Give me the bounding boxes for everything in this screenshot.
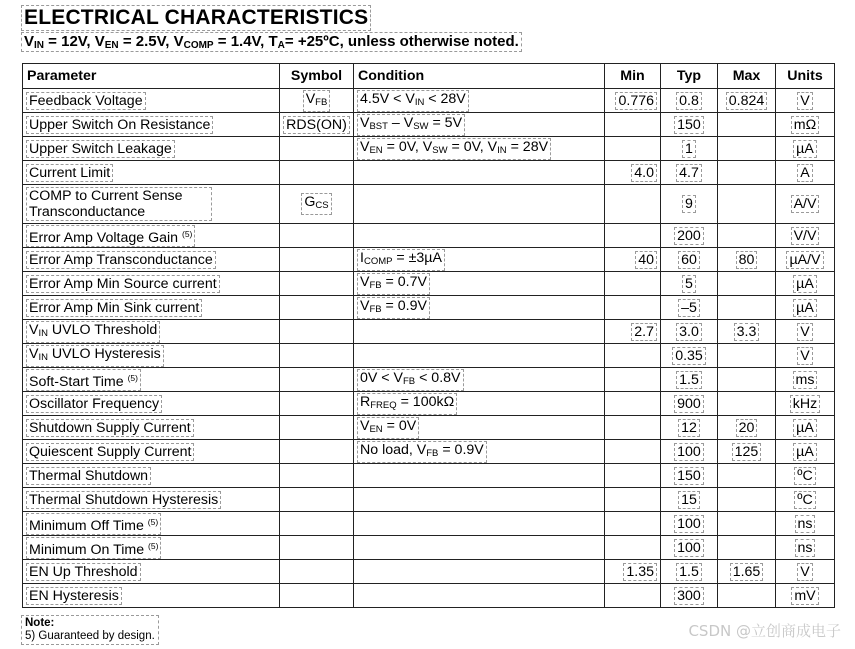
min-text: 0.776	[618, 92, 654, 109]
cell-condition	[354, 488, 605, 512]
cell-units	[776, 272, 835, 296]
cell-condition	[354, 440, 605, 464]
cell-symbol	[280, 392, 354, 416]
cell-min	[605, 392, 661, 416]
cell-condition	[354, 368, 605, 392]
cell-parameter	[23, 488, 280, 512]
cell-units	[776, 392, 835, 416]
header-max: Max	[718, 64, 776, 89]
units-text: ºC	[797, 491, 813, 508]
cell-units	[776, 560, 835, 584]
typ-text: 1.5	[679, 371, 699, 388]
cell-symbol	[280, 368, 354, 392]
cell-max	[718, 536, 776, 560]
cell-units	[776, 344, 835, 368]
parameter-text: $V_{IN}$ UVLO Threshold	[27, 322, 159, 342]
cell-condition	[354, 161, 605, 185]
condition-text: $V_{BST} - V_{SW} = 5V$	[358, 115, 464, 135]
header-parameter: Parameter	[23, 64, 280, 89]
cell-units	[776, 296, 835, 320]
units-text: µA	[796, 140, 814, 157]
typ-text: 12	[681, 419, 697, 436]
cell-condition	[354, 248, 605, 272]
cell-typ	[661, 392, 718, 416]
footnote-text: 5) Guaranteed by design.	[25, 630, 155, 642]
table-body	[23, 89, 835, 608]
parameter-text: Error Amp Min Sink current	[29, 299, 200, 316]
cell-parameter	[23, 161, 280, 185]
cell-symbol	[280, 89, 354, 113]
table-row	[23, 560, 835, 584]
typ-text: 0.8	[679, 92, 699, 109]
table-row	[23, 416, 835, 440]
parameter-text: Soft-Start Time $^{(5)}$	[27, 370, 140, 390]
cell-units	[776, 137, 835, 161]
parameter-text: Error Amp Transconductance	[29, 251, 213, 268]
units-text: mV	[794, 587, 816, 604]
typ-text: 100	[677, 539, 701, 556]
table-row	[23, 488, 835, 512]
condition-text: $V_{FB} = 0.7V$	[358, 274, 429, 294]
table-row	[23, 536, 835, 560]
cell-max	[718, 320, 776, 344]
max-text: 125	[734, 443, 759, 460]
cell-typ	[661, 536, 718, 560]
parameter-text: Thermal Shutdown	[29, 467, 149, 484]
cell-min	[605, 368, 661, 392]
cell-units	[776, 464, 835, 488]
cell-min	[605, 560, 661, 584]
cell-condition	[354, 137, 605, 161]
table-row	[23, 185, 835, 224]
table-row	[23, 368, 835, 392]
conditions-subtitle: $V_{IN} = 12V$, $V_{EN} = 2.5V$, $V_{COMP} = 1.4V$, $T_A=$ +25ºC, unless otherwise noted.	[24, 33, 519, 51]
condition-text: $V_{EN} = 0V$, $V_{SW} = 0V$, $V_{IN} = 28V$	[358, 139, 550, 159]
condition-text: $4.5V < V_{IN} < 28V$	[358, 91, 468, 111]
cell-typ	[661, 113, 718, 137]
parameter-text: Shutdown Supply Current	[29, 419, 191, 436]
parameter-text: Minimum Off Time $^{(5)}$	[27, 514, 160, 534]
cell-units	[776, 536, 835, 560]
cell-max	[718, 137, 776, 161]
units-text: V	[800, 323, 810, 340]
header-symbol: Symbol	[280, 64, 354, 89]
max-text: 20	[738, 419, 755, 436]
parameter-text: Upper Switch Leakage	[29, 140, 172, 157]
cell-units	[776, 89, 835, 113]
cell-min	[605, 137, 661, 161]
cell-units	[776, 584, 835, 608]
table-row	[23, 272, 835, 296]
cell-symbol	[280, 560, 354, 584]
symbol-text: RDS(ON)	[286, 116, 347, 133]
cell-max	[718, 464, 776, 488]
cell-min	[605, 272, 661, 296]
cell-min	[605, 320, 661, 344]
parameter-text: Error Amp Voltage Gain $^{(5)}$	[27, 226, 194, 246]
cell-typ	[661, 272, 718, 296]
cell-symbol	[280, 440, 354, 464]
parameter-text: Error Amp Min Source current	[29, 275, 217, 292]
condition-text: $0V < V_{FB} < 0.8V$	[358, 370, 463, 390]
parameter-text: EN Hysteresis	[29, 587, 119, 604]
cell-min	[605, 584, 661, 608]
units-text: ns	[797, 515, 813, 532]
cell-min	[605, 296, 661, 320]
cell-symbol	[280, 161, 354, 185]
cell-symbol	[280, 536, 354, 560]
cell-symbol	[280, 464, 354, 488]
parameter-text: Current Limit	[29, 164, 111, 181]
cell-parameter	[23, 344, 280, 368]
cell-typ	[661, 320, 718, 344]
cell-min	[605, 536, 661, 560]
min-text: 2.7	[634, 323, 654, 340]
cell-symbol	[280, 584, 354, 608]
min-text: 40	[638, 251, 654, 268]
cell-max	[718, 560, 776, 584]
units-text: A/V	[793, 196, 817, 212]
cell-parameter	[23, 584, 280, 608]
parameter-text: EN Up Threshold	[29, 563, 138, 580]
cell-typ	[661, 248, 718, 272]
cell-units	[776, 368, 835, 392]
cell-max	[718, 224, 776, 248]
typ-text: 9	[685, 196, 693, 212]
table-row	[23, 344, 835, 368]
cell-parameter	[23, 416, 280, 440]
typ-text: 0.35	[675, 347, 703, 364]
table-row	[23, 89, 835, 113]
cell-units	[776, 161, 835, 185]
cell-min	[605, 344, 661, 368]
cell-typ	[661, 161, 718, 185]
units-text: ºC	[797, 467, 813, 484]
units-text: A	[800, 164, 810, 181]
parameter-text: COMP to Current Sense Transconductance	[27, 188, 211, 220]
header-units: Units	[776, 64, 835, 89]
watermark: CSDN @立创商成电子	[688, 622, 841, 640]
typ-text: 3.0	[679, 323, 699, 340]
table-row	[23, 161, 835, 185]
cell-symbol	[280, 488, 354, 512]
cell-typ	[661, 89, 718, 113]
cell-condition	[354, 320, 605, 344]
cell-symbol	[280, 296, 354, 320]
cell-parameter	[23, 440, 280, 464]
cell-condition	[354, 464, 605, 488]
cell-symbol	[280, 248, 354, 272]
condition-text: $V_{EN} = 0V$	[358, 418, 418, 438]
cell-typ	[661, 512, 718, 536]
cell-parameter	[23, 185, 280, 224]
cell-min	[605, 416, 661, 440]
cell-parameter	[23, 464, 280, 488]
cell-symbol	[280, 113, 354, 137]
min-text: 1.35	[626, 563, 654, 580]
cell-max	[718, 368, 776, 392]
condition-text: $R_{FREQ} = 100k\Omega$	[358, 394, 456, 414]
typ-text: 5	[685, 275, 693, 292]
cell-min	[605, 89, 661, 113]
cell-typ	[661, 464, 718, 488]
symbol-text: $V_{FB}$	[304, 91, 330, 111]
typ-text: 100	[677, 443, 701, 460]
units-text: V	[800, 92, 810, 109]
units-text: kHz	[792, 395, 818, 412]
cell-units	[776, 440, 835, 464]
cell-condition	[354, 512, 605, 536]
cell-condition	[354, 416, 605, 440]
typ-text: 60	[681, 251, 697, 268]
cell-parameter	[23, 536, 280, 560]
cell-condition	[354, 113, 605, 137]
parameter-text: Feedback Voltage	[29, 92, 143, 109]
parameter-text: Oscillator Frequency	[29, 395, 160, 412]
cell-max	[718, 488, 776, 512]
max-text: 80	[738, 251, 755, 268]
cell-condition	[354, 89, 605, 113]
header-condition: Condition	[354, 64, 605, 89]
cell-condition	[354, 272, 605, 296]
cell-typ	[661, 224, 718, 248]
cell-condition	[354, 296, 605, 320]
typ-text: 150	[677, 116, 701, 133]
cell-min	[605, 161, 661, 185]
cell-symbol	[280, 416, 354, 440]
cell-units	[776, 113, 835, 137]
cell-min	[605, 248, 661, 272]
table-row	[23, 296, 835, 320]
condition-text: $V_{FB} = 0.9V$	[358, 298, 429, 318]
cell-parameter	[23, 512, 280, 536]
cell-symbol	[280, 137, 354, 161]
cell-max	[718, 161, 776, 185]
units-text: mΩ	[793, 116, 817, 133]
units-text: µA	[796, 299, 814, 316]
units-text: ms	[795, 371, 815, 388]
table-row	[23, 512, 835, 536]
table-row	[23, 113, 835, 137]
cell-units	[776, 416, 835, 440]
cell-condition	[354, 185, 605, 224]
cell-units	[776, 320, 835, 344]
cell-min	[605, 512, 661, 536]
units-text: V/V	[793, 227, 817, 244]
cell-max	[718, 440, 776, 464]
table-row	[23, 440, 835, 464]
table-row	[23, 137, 835, 161]
cell-parameter	[23, 248, 280, 272]
units-text: ns	[797, 539, 813, 556]
typ-text: 15	[681, 491, 697, 508]
cell-min	[605, 224, 661, 248]
cell-max	[718, 392, 776, 416]
cell-symbol	[280, 272, 354, 296]
cell-symbol	[280, 224, 354, 248]
cell-max	[718, 584, 776, 608]
parameter-text: $V_{IN}$ UVLO Hysteresis	[27, 346, 163, 366]
cell-units	[776, 248, 835, 272]
cell-condition	[354, 344, 605, 368]
cell-symbol	[280, 185, 354, 224]
cell-max	[718, 296, 776, 320]
cell-parameter	[23, 272, 280, 296]
cell-parameter	[23, 560, 280, 584]
cell-max	[718, 248, 776, 272]
cell-max	[718, 113, 776, 137]
cell-typ	[661, 488, 718, 512]
min-text: 4.0	[634, 164, 654, 181]
units-text: µA/V	[789, 251, 821, 268]
max-text: 3.3	[736, 323, 757, 340]
cell-parameter	[23, 113, 280, 137]
table-row	[23, 320, 835, 344]
table-row	[23, 584, 835, 608]
cell-typ	[661, 416, 718, 440]
cell-symbol	[280, 344, 354, 368]
cell-condition	[354, 560, 605, 584]
cell-parameter	[23, 137, 280, 161]
cell-units	[776, 488, 835, 512]
cell-max	[718, 89, 776, 113]
typ-text: 200	[677, 227, 701, 244]
typ-text: –5	[681, 299, 697, 316]
cell-max	[718, 272, 776, 296]
units-text: V	[800, 347, 810, 364]
cell-min	[605, 488, 661, 512]
cell-units	[776, 185, 835, 224]
condition-text: No load, $V_{FB} = 0.9V$	[358, 442, 486, 462]
cell-parameter	[23, 224, 280, 248]
cell-condition	[354, 536, 605, 560]
table-row	[23, 464, 835, 488]
cell-typ	[661, 185, 718, 224]
table-header-row	[23, 64, 835, 89]
cell-typ	[661, 344, 718, 368]
condition-text: $I_{COMP} = \pm 3\mu A$	[358, 250, 444, 270]
max-text: 1.65	[732, 563, 761, 580]
page-title: ELECTRICAL CHARACTERISTICS	[24, 6, 369, 29]
cell-parameter	[23, 392, 280, 416]
cell-max	[718, 512, 776, 536]
table-row	[23, 224, 835, 248]
units-text: µA	[796, 419, 814, 436]
cell-units	[776, 224, 835, 248]
cell-max	[718, 185, 776, 224]
max-text: 0.824	[728, 92, 765, 109]
cell-typ	[661, 368, 718, 392]
header-typ: Typ	[661, 64, 718, 89]
table-row	[23, 392, 835, 416]
cell-min	[605, 464, 661, 488]
typ-text: 150	[677, 467, 701, 484]
parameter-text: Thermal Shutdown Hysteresis	[29, 491, 219, 508]
parameter-text: Upper Switch On Resistance	[29, 116, 211, 133]
typ-text: 4.7	[679, 164, 699, 181]
units-text: µA	[796, 275, 814, 292]
cell-typ	[661, 560, 718, 584]
footnote	[22, 616, 158, 644]
cell-condition	[354, 224, 605, 248]
cell-max	[718, 416, 776, 440]
table-row	[23, 248, 835, 272]
parameter-text: Minimum On Time $^{(5)}$	[27, 538, 160, 558]
cell-condition	[354, 584, 605, 608]
typ-text: 300	[677, 587, 701, 604]
typ-text: 1.5	[679, 563, 699, 580]
typ-text: 900	[677, 395, 701, 412]
cell-parameter	[23, 89, 280, 113]
cell-typ	[661, 137, 718, 161]
cell-condition	[354, 392, 605, 416]
cell-symbol	[280, 512, 354, 536]
typ-text: 100	[677, 515, 701, 532]
cell-symbol	[280, 320, 354, 344]
cell-typ	[661, 296, 718, 320]
header-min: Min	[605, 64, 661, 89]
units-text: V	[800, 563, 810, 580]
electrical-characteristics-table	[22, 63, 835, 608]
cell-parameter	[23, 296, 280, 320]
cell-min	[605, 440, 661, 464]
footnote-heading: Note:	[25, 617, 55, 629]
symbol-text: $G_{CS}$	[302, 194, 330, 214]
cell-min	[605, 113, 661, 137]
cell-parameter	[23, 320, 280, 344]
cell-max	[718, 344, 776, 368]
parameter-text: Quiescent Supply Current	[29, 443, 192, 460]
cell-units	[776, 512, 835, 536]
typ-text: 1	[685, 140, 693, 157]
cell-min	[605, 185, 661, 224]
cell-typ	[661, 440, 718, 464]
cell-parameter	[23, 368, 280, 392]
cell-typ	[661, 584, 718, 608]
units-text: µA	[796, 443, 814, 460]
